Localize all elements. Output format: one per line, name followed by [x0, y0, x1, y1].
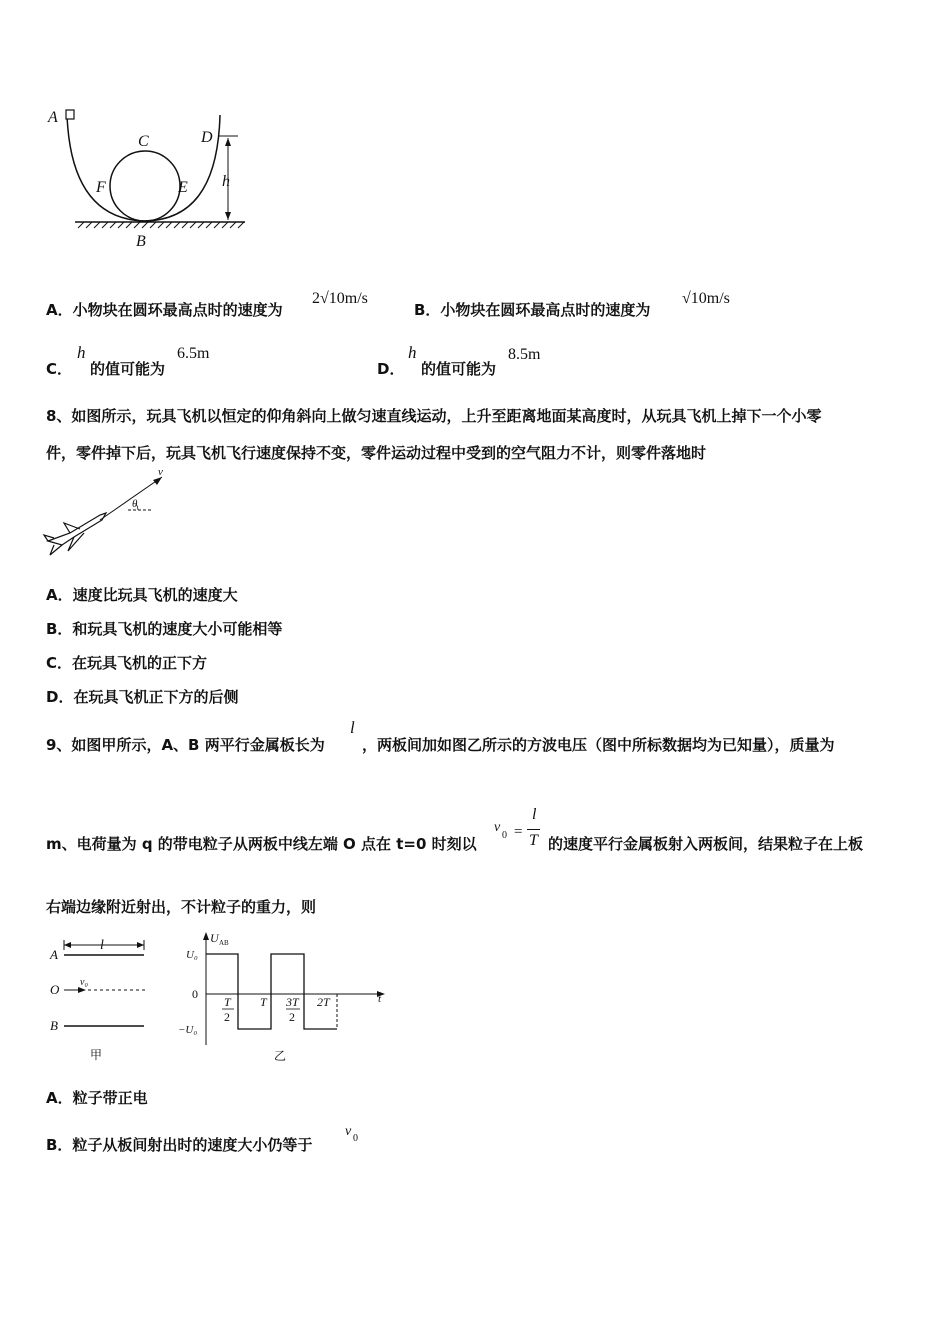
caption-jia: 甲: [90, 1048, 103, 1062]
tick-3t2-den: 2: [289, 1010, 295, 1024]
q9-stem-line2a: m、电荷量为 q 的带电粒子从两板中线左端 O 点在 t=0 时刻以: [46, 835, 477, 853]
q7-option-a-value: 2√10m/s: [312, 290, 368, 307]
theta-label: θ: [132, 498, 138, 510]
fraction-bar: [527, 829, 540, 830]
length-l-label: l: [100, 938, 104, 953]
tick-2t: 2T: [317, 995, 330, 1009]
tick-t: T: [260, 995, 267, 1009]
axis-u-subscript: AB: [219, 939, 229, 947]
equals-sign: =: [514, 824, 523, 840]
q9-var-l: l: [350, 718, 355, 737]
tick-t2-num: T: [224, 995, 231, 1009]
label-F: F: [96, 179, 106, 196]
toy-plane-figure: [40, 465, 180, 560]
q7-option-c-var: h: [77, 343, 86, 362]
caption-yi: 乙: [274, 1049, 287, 1063]
q9-stem-line2b: 的速度平行金属板射入两板间，结果粒子在上板: [548, 835, 864, 853]
q8-option-b: B．和玩具飞机的速度大小可能相等: [46, 620, 283, 638]
velocity-label: v: [158, 466, 163, 478]
q8-option-c: C．在玩具飞机的正下方: [46, 654, 208, 672]
q8-stem-line2: 件，零件掉下后，玩具飞机飞行速度保持不变，零件运动过程中受到的空气阻力不计，则零件落地时: [46, 444, 707, 462]
q7-option-a: A．小物块在圆环最高点时的速度为: [46, 301, 283, 319]
tick-t2-den: 2: [224, 1010, 230, 1024]
q7-option-c: C．: [46, 360, 73, 378]
q7-option-d-var: h: [408, 343, 417, 362]
axis-t-label: t: [378, 993, 382, 1005]
q9-option-a: A．粒子带正电: [46, 1089, 148, 1107]
square-wave-figure: [176, 930, 396, 1065]
plate-a-label: A: [50, 947, 58, 962]
q8-option-d: D．在玩具飞机正下方的后侧: [46, 688, 239, 706]
tick-3t2-num: 3T: [286, 995, 299, 1009]
parallel-plates-figure: [46, 935, 156, 1065]
label-A: A: [48, 109, 58, 126]
q9-option-b: B．粒子从板间射出时的速度大小仍等于: [46, 1136, 313, 1154]
q7-option-d: D．: [377, 360, 405, 378]
label-D: D: [201, 129, 213, 146]
q7-option-d-value: 8.5m: [508, 346, 541, 363]
q9-stem-line1b: ，两板间加如图乙所示的方波电压（图中所标数据均为已知量），质量为: [362, 736, 835, 754]
u0-label: U₀: [186, 949, 198, 961]
q9-stem-line1a: 9、如图甲所示，A、B 两平行金属板长为: [46, 736, 325, 754]
q8-stem-line1: 8、如图所示，玩具飞机以恒定的仰角斜向上做匀速直线运动，上升至距离地面某高度时，从玩具飞机上掉下一个小零: [46, 407, 822, 425]
label-h: h: [222, 173, 230, 190]
label-B: B: [136, 233, 146, 250]
q7-option-d-text: 的值可能为: [421, 360, 497, 378]
q7-option-c-value: 6.5m: [177, 345, 210, 362]
q9-stem-line3: 右端边缘附近射出，不计粒子的重力，则: [46, 898, 317, 916]
v0-label: v₀: [80, 977, 88, 988]
label-E: E: [178, 179, 188, 196]
q7-option-c-text: 的值可能为: [90, 360, 166, 378]
neg-u0-label: −U₀: [178, 1024, 198, 1036]
q7-option-b-value: √10m/s: [682, 290, 730, 307]
fraction-numerator: l: [532, 806, 537, 823]
plate-b-label: B: [50, 1018, 58, 1033]
q8-option-a: A．速度比玩具飞机的速度大: [46, 586, 238, 604]
v0-symbol: v: [494, 820, 501, 835]
loop-track-figure: [40, 100, 260, 255]
q7-option-b: B．小物块在圆环最高点时的速度为: [414, 301, 651, 319]
fraction-denominator: T: [529, 832, 538, 849]
origin-o-label: O: [50, 982, 60, 997]
label-C: C: [138, 133, 149, 150]
v0-subscript: 0: [502, 830, 507, 841]
q9-option-b-sub: 0: [353, 1133, 358, 1144]
zero-label: 0: [192, 987, 198, 1001]
v0-formula: [494, 808, 546, 856]
axis-u-label: U: [210, 931, 219, 945]
q9-option-b-v: v: [345, 1124, 352, 1139]
